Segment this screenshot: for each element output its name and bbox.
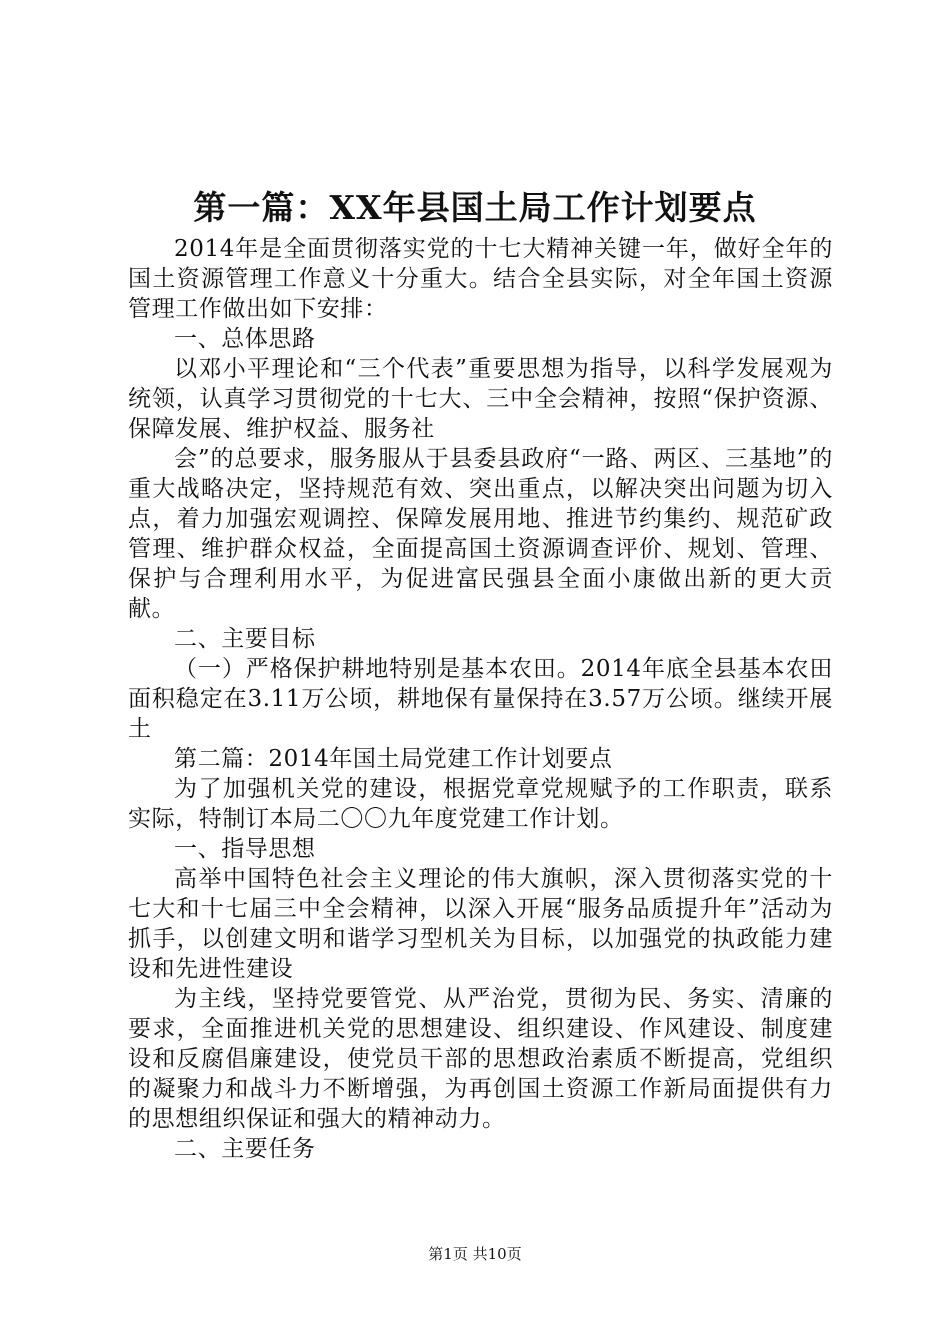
paragraph-goal-farmland: （一）严格保护耕地特别是基本农田。2014年底全县基本农田面积稳定在3.11万公顷，耕地保有量保持在3.57万公顷。继续开展土 bbox=[128, 656, 833, 742]
heading-overall-approach: 一、总体思路 bbox=[174, 326, 316, 352]
paragraph-approach: 以邓小平理论和“三个代表”重要思想为指导，以科学发展观为统领，认真学习贯彻党的十七大、三中全会精神，按照“保护资源、保障发展、维护权益、服务社 bbox=[128, 356, 833, 442]
document-body bbox=[128, 234, 833, 1164]
paragraph-approach-continued: 会”的总要求，服务服从于县委县政府“一路、两区、三基地”的重大战略决定，坚持规范有效、突出重点，以解决突出问题为切入点，着力加强宏观调控、保障发展用地、推进节约集约、规范矿政管理、维护群众权益，全面提高国土资源调查评价、规划、管理、保护与合理利用水平，为促进富民强县全面小康做出新的更大贡献。 bbox=[128, 446, 833, 622]
page-footer: 第1页 共10页 bbox=[428, 1245, 522, 1263]
heading-guiding-thought: 一、指导思想 bbox=[174, 836, 316, 862]
paragraph-party-intro: 为了加强机关党的建设，根据党章党规赋予的工作职责，联系实际，特制订本局二〇〇九年度党建工作计划。 bbox=[128, 776, 833, 832]
paragraph-guiding-thought: 高举中国特色社会主义理论的伟大旗帜，深入贯彻落实党的十七大和十七届三中全会精神，以深入开展“服务品质提升年”活动为抓手，以创建文明和谐学习型机关为目标，以加强党的执政能力建设和先进性建设 bbox=[128, 866, 833, 982]
heading-part-two: 第二篇：2014年国土局党建工作计划要点 bbox=[174, 746, 613, 772]
paragraph-guiding-thought-continued: 为主线，坚持党要管党、从严治党，贯彻为民、务实、清廉的要求，全面推进机关党的思想建设、组织建设、作风建设、制度建设和反腐倡廉建设，使党员干部的思想政治素质不断提高，党组织的凝聚力和战斗力不断增强，为再创国土资源工作新局面提供有力的思想组织保证和强大的精神动力。 bbox=[128, 986, 833, 1132]
paragraph-intro: 2014年是全面贯彻落实党的十七大精神关键一年，做好全年的国土资源管理工作意义十分重大。结合全县实际，对全年国土资源管理工作做出如下安排： bbox=[128, 236, 833, 322]
document-title: 第一篇：XX年县国土局工作计划要点 bbox=[193, 188, 757, 227]
heading-main-tasks: 二、主要任务 bbox=[174, 1136, 316, 1162]
heading-main-goals: 二、主要目标 bbox=[174, 626, 316, 652]
